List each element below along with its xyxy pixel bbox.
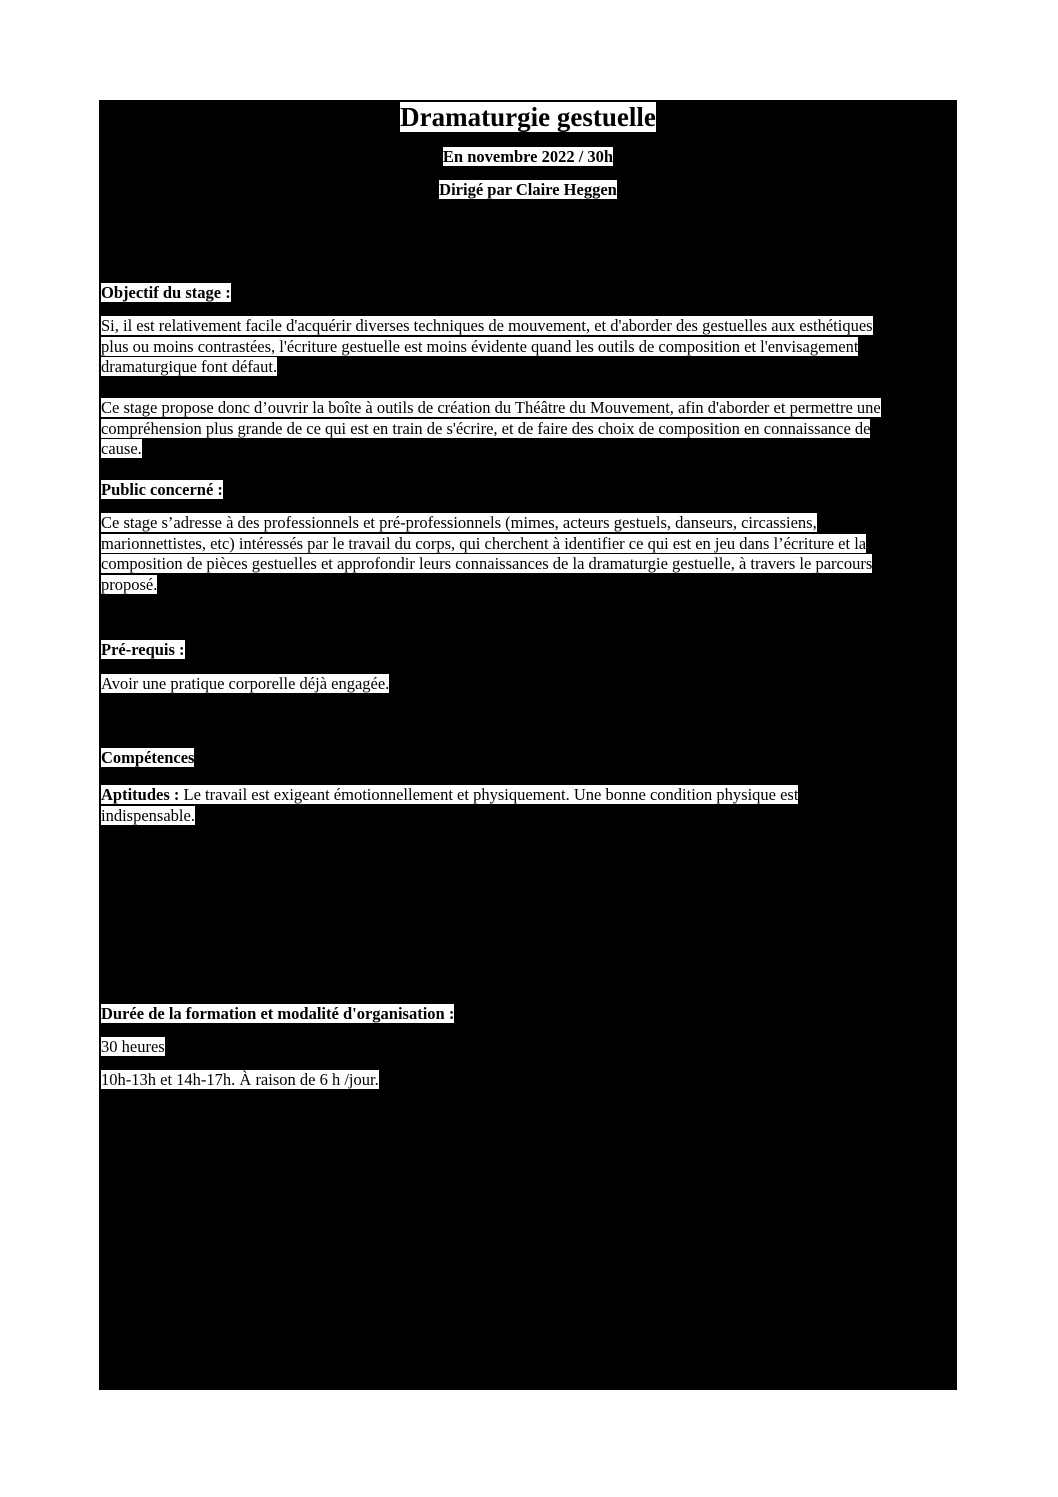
date-line: En novembre 2022 / 30h — [442, 147, 614, 166]
document-title: Dramaturgie gestuelle — [400, 102, 656, 132]
paragraph-line: proposé. — [101, 574, 158, 594]
aptitudes-text-continued: indispensable. — [101, 805, 195, 825]
director-line: Dirigé par Claire Heggen — [439, 180, 617, 199]
competences-heading: Compétences — [101, 748, 195, 767]
aptitudes-paragraph — [101, 785, 798, 826]
prerequis-heading: Pré-requis : — [101, 640, 185, 659]
prerequis-text: Avoir une pratique corporelle déjà engagée. — [101, 674, 390, 693]
objectif-heading: Objectif du stage : — [101, 283, 231, 302]
duree-hours: 30 heures — [101, 1037, 165, 1056]
aptitudes-text: Le travail est exigeant émotionnellement et physiquement. Une bonne condition physique est — [179, 785, 799, 804]
public-paragraph — [101, 513, 872, 595]
aptitudes-label: Aptitudes : — [101, 785, 180, 804]
paragraph-line: compréhension plus grande de ce qui est en train de s'écrire, et de faire des choix de composition en connaissance de — [101, 418, 871, 438]
duree-schedule: 10h-13h et 14h-17h. À raison de 6 h /jour. — [101, 1070, 379, 1089]
objectif-paragraph-2 — [101, 398, 881, 460]
paragraph-line: Si, il est relativement facile d'acquérir diverses techniques de mouvement, et d'aborder des gestuelles aux esthétiques — [101, 316, 873, 335]
paragraph-line: composition de pièces gestuelles et approfondir leurs connaissances de la dramaturgie gestuelle, à travers le parcours — [101, 554, 873, 573]
public-heading: Public concerné : — [101, 480, 223, 499]
paragraph-line: plus ou moins contrastées, l'écriture gestuelle est moins évidente quand les outils de composition et l'envisagement — [101, 336, 859, 356]
paragraph-line: cause. — [101, 439, 142, 458]
paragraph-line: Ce stage s’adresse à des professionnels et pré-professionnels (mimes, acteurs gestuels, danseurs, circassiens, — [101, 513, 817, 532]
paragraph-line: marionnettistes, etc) intéressés par le travail du corps, qui cherchent à identifier ce qui est en jeu dans l’écriture et la — [101, 533, 867, 553]
paragraph-line: Ce stage propose donc d’ouvrir la boîte à outils de création du Théâtre du Mouvement, afin d'aborder et permettre une — [101, 398, 881, 417]
paragraph-line: dramaturgique font défaut. — [101, 357, 278, 376]
objectif-paragraph-1 — [101, 316, 873, 378]
duree-heading: Durée de la formation et modalité d'organisation : — [101, 1004, 455, 1023]
